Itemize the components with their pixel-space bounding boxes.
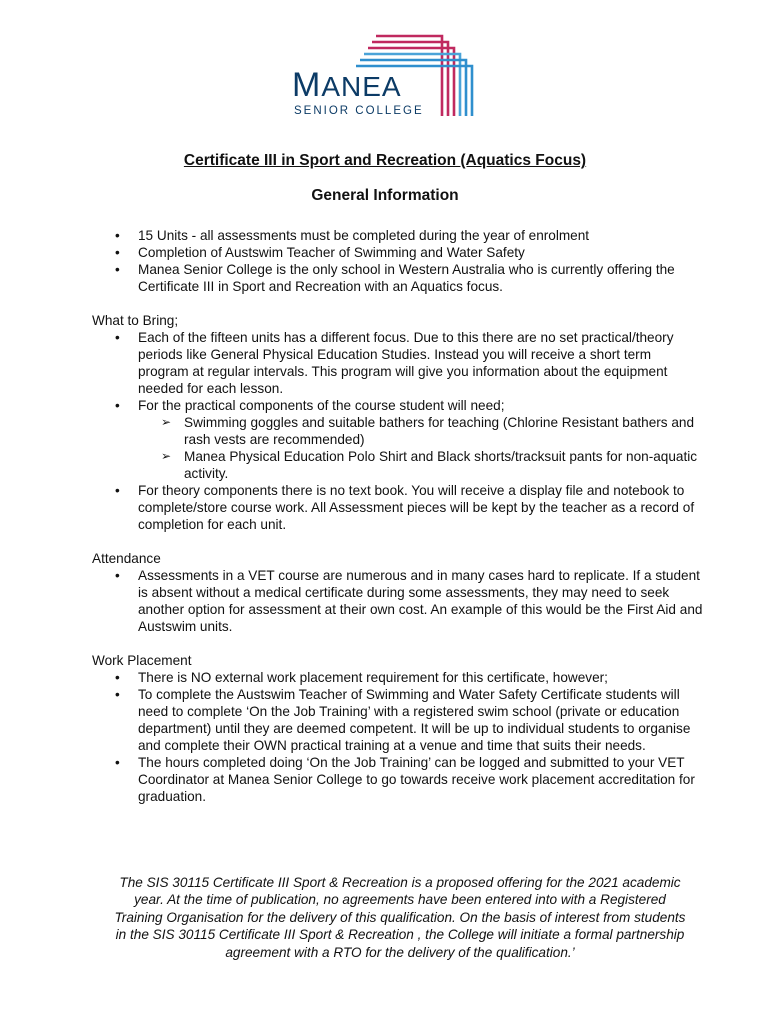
list-item: • 15 Units - all assessments must be completed during the year of enrolment [138, 227, 704, 244]
what-to-bring-heading: What to Bring; [92, 313, 179, 328]
list-item: • Completion of Austswim Teacher of Swimming and Water Safety [138, 244, 704, 261]
list-item [138, 482, 704, 533]
sub-list-item: ➢ Swimming goggles and suitable bathers for teaching (Chlorine Resistant bathers and rash vests are recommended) [184, 414, 704, 448]
document-subtitle: General Information [311, 187, 459, 204]
list-item-text: For theory components there is no text book. You will receive a display file and notebook to complete/store course work. All Assessment pieces will be kept by the teacher as a record of completion for each unit. [138, 483, 695, 532]
document-body [92, 227, 704, 805]
list-item: • The hours completed doing ‘On the Job Training’ can be logged and submitted to your VET Coordinator at Manea Senior College to go towards receive work placement accreditation for graduation. [138, 754, 704, 805]
list-item: • To complete the Austswim Teacher of Swimming and Water Safety Certificate students will need to complete ‘On the Job Training’ with a registered swim school (private or education department) until they are deemed competent. It will be up to individual students to organise and complete their OWN practical training at a venue and time that suits their needs. [138, 686, 704, 754]
document-title: Certificate III in Sport and Recreation (Aquatics Focus) [183, 152, 587, 169]
list-item-text: Each of the fifteen units has a different focus. Due to this there are no set practical/theory periods like General Physical Education Studies. Instead you will receive a short term program at regular intervals. This program will give you information about the equipment needed for each lesson. [138, 330, 674, 396]
practical-items-list [138, 414, 704, 482]
general-info-list [92, 227, 704, 295]
sub-list-item: ➢ Manea Physical Education Polo Shirt and Black shorts/tracksuit pants for non-aquatic activity. [184, 448, 704, 482]
attendance-heading: Attendance [92, 551, 161, 566]
what-to-bring-list [92, 329, 704, 533]
logo-subtitle: SENIOR COLLEGE [294, 105, 424, 117]
list-item-text: For the practical components of the course student will need; [138, 398, 505, 413]
logo-wordmark: MANEA [292, 66, 402, 104]
list-item [138, 329, 704, 397]
college-logo [288, 30, 498, 122]
work-placement-list [92, 669, 704, 805]
attendance-list [92, 567, 704, 635]
list-item [138, 397, 704, 482]
list-item: • There is NO external work placement requirement for this certificate, however; [138, 669, 704, 686]
list-item: • Manea Senior College is the only school in Western Australia who is currently offering the Certificate III in Sport and Recreation with an Aquatics focus. [138, 261, 704, 295]
proposal-note: The SIS 30115 Certificate III Sport & Recreation is a proposed offering for the 2021 academic year. At the time of publication, no agreements have been entered into with a Registered Training Organisation for the delivery of this qualification. On the basis of interest from students in the SIS 30115 Certificate III Sport & Recreation , the College will initiate a formal partnership agreement with a RTO for the delivery of the qualification.’ [114, 875, 686, 960]
work-placement-heading: Work Placement [92, 653, 192, 668]
list-item: • Assessments in a VET course are numerous and in many cases hard to replicate. If a student is absent without a medical certificate during some assessments, they may need to seek another option for assessment at their own cost. An example of this would be the First Aid and Austswim units. [138, 567, 704, 635]
